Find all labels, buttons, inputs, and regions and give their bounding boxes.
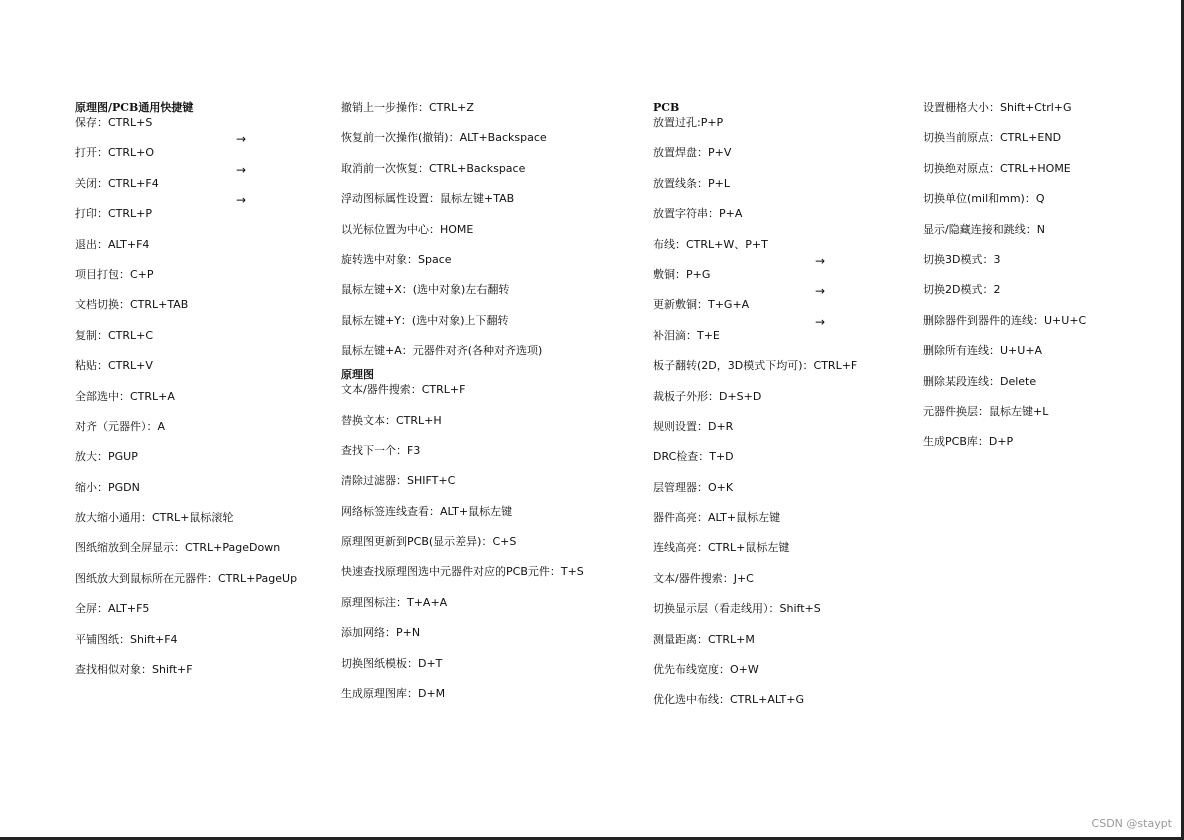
arrow-right-icon: → <box>815 254 826 268</box>
shortcut-item: 替换文本：CTRL+H <box>341 413 442 427</box>
shortcut-item: 板子翻转(2D，3D模式下均可)：CTRL+F <box>653 359 858 373</box>
shortcut-item: 恢复前一次操作(撤销)：ALT+Backspace <box>341 131 547 145</box>
shortcut-item: 关闭：CTRL+F4 <box>75 176 159 190</box>
shortcut-item: 查找相似对象：Shift+F <box>75 663 193 677</box>
shortcut-item: 文本/器件搜索：J+C <box>653 571 754 585</box>
shortcut-item: 鼠标左键+A：元器件对齐(各种对齐选项) <box>341 344 543 358</box>
shortcut-item: 补泪滴：T+E <box>653 328 720 342</box>
shortcut-item: 敷铜：P+G <box>653 267 711 281</box>
arrow-right-icon: → <box>815 284 826 298</box>
shortcut-item: 打印：CTRL+P <box>75 207 153 221</box>
shortcut-item: 网络标签连线查看：ALT+鼠标左键 <box>341 504 513 518</box>
shortcut-item: 放置焊盘：P+V <box>653 146 732 160</box>
shortcut-item: 连线高亮：CTRL+鼠标左键 <box>653 541 790 555</box>
shortcut-item: 打开：CTRL+O <box>75 146 155 160</box>
shortcut-item: 元器件换层：鼠标左键+L <box>923 404 1049 418</box>
arrow-right-icon: → <box>236 193 247 207</box>
arrow-right-icon: → <box>236 163 247 177</box>
shortcut-item: 放大缩小通用：CTRL+鼠标滚轮 <box>75 511 234 525</box>
section-title-general: 原理图/PCB通用快捷键 <box>75 101 194 114</box>
section-title-pcb: PCB <box>653 101 680 114</box>
shortcut-item: 旋转选中对象：Space <box>341 252 452 266</box>
shortcut-item: 撤销上一步操作：CTRL+Z <box>341 101 474 114</box>
shortcut-item: 退出：ALT+F4 <box>75 237 150 251</box>
column-pcb <box>653 101 913 724</box>
shortcut-item: 删除某段连线：Delete <box>923 374 1037 388</box>
shortcut-item: 生成原理图库：D+M <box>341 687 446 701</box>
shortcut-item: 对齐（元器件）：A <box>75 419 166 433</box>
shortcut-item: 清除过滤器：SHIFT+C <box>341 474 456 488</box>
shortcut-item: 快速查找原理图选中元器件对应的PCB元件：T+S <box>341 565 584 579</box>
shortcut-item: 放置字符串：P+A <box>653 207 743 221</box>
column-edit-and-schematic <box>341 101 641 717</box>
shortcut-item: 优化选中布线：CTRL+ALT+G <box>653 693 804 707</box>
shortcut-item: 切换显示层（看走线用）：Shift+S <box>653 602 821 616</box>
watermark: CSDN @staypt <box>1091 817 1172 830</box>
shortcut-item: 图纸放大到鼠标所在元器件：CTRL+PageUp <box>75 571 298 585</box>
shortcut-item: 以光标位置为中心：HOME <box>341 222 474 236</box>
shortcut-item: 切换当前原点：CTRL+END <box>923 131 1062 145</box>
shortcut-item: 布线：CTRL+W、P+T <box>653 237 768 251</box>
shortcut-item: 生成PCB库：D+P <box>923 435 1014 449</box>
shortcut-item: 全部选中：CTRL+A <box>75 389 175 403</box>
shortcut-item: 文本/器件搜索：CTRL+F <box>341 383 466 397</box>
shortcut-item: 规则设置：D+R <box>653 419 734 433</box>
shortcut-item: 原理图更新到PCB(显示差异)：C+S <box>341 535 517 549</box>
shortcut-item: 项目打包：C+P <box>75 267 154 281</box>
section-title-schematic: 原理图 <box>341 368 374 382</box>
shortcut-item: DRC检查：T+D <box>653 450 734 464</box>
arrow-right-icon: → <box>236 132 247 146</box>
arrow-right-icon: → <box>815 315 826 329</box>
shortcut-item: 切换3D模式：3 <box>923 252 1001 266</box>
shortcut-item: 粘贴：CTRL+V <box>75 359 153 373</box>
shortcut-item: 放大：PGUP <box>75 450 138 464</box>
shortcut-item: 设置栅格大小：Shift+Ctrl+G <box>923 101 1072 114</box>
shortcut-item: 删除器件到器件的连线：U+U+C <box>923 313 1087 327</box>
column-general-shortcuts <box>75 101 365 693</box>
shortcut-item: 优先布线宽度：O+W <box>653 663 759 677</box>
shortcut-item: 保存：CTRL+S <box>75 116 153 129</box>
shortcut-item: 显示/隐藏连接和跳线：N <box>923 222 1045 236</box>
shortcut-item: 删除所有连线：U+U+A <box>923 344 1043 358</box>
shortcut-item: 切换2D模式：2 <box>923 283 1001 297</box>
shortcut-item: 鼠标左键+X：(选中对象)左右翻转 <box>341 283 510 297</box>
shortcut-item: 鼠标左键+Y：(选中对象)上下翻转 <box>341 313 509 327</box>
shortcut-item: 平铺图纸：Shift+F4 <box>75 632 178 646</box>
shortcut-item: 放置过孔:P+P <box>653 116 724 129</box>
shortcut-item: 器件高亮：ALT+鼠标左键 <box>653 511 781 525</box>
shortcut-item: 添加网络：P+N <box>341 626 421 640</box>
column-pcb-continued <box>923 101 1178 466</box>
shortcut-item: 裁板子外形：D+S+D <box>653 389 762 403</box>
shortcut-item: 取消前一次恢复：CTRL+Backspace <box>341 161 526 175</box>
shortcut-item: 层管理器：O+K <box>653 480 734 494</box>
shortcut-item: 切换图纸模板：D+T <box>341 656 443 670</box>
shortcut-item: 切换单位(mil和mm)：Q <box>923 192 1045 206</box>
shortcut-item: 浮动图标属性设置：鼠标左键+TAB <box>341 192 515 206</box>
shortcut-item: 缩小：PGDN <box>75 480 140 494</box>
shortcut-item: 查找下一个：F3 <box>341 443 421 457</box>
shortcut-item: 更新敷铜：T+G+A <box>653 298 750 312</box>
shortcut-item: 全屏：ALT+F5 <box>75 602 150 616</box>
shortcut-item: 原理图标注：T+A+A <box>341 595 448 609</box>
shortcut-item: 文档切换：CTRL+TAB <box>75 298 189 312</box>
shortcut-item: 复制：CTRL+C <box>75 328 154 342</box>
shortcut-item: 测量距离：CTRL+M <box>653 632 755 646</box>
shortcut-item: 放置线条：P+L <box>653 176 730 190</box>
shortcut-item: 切换绝对原点：CTRL+HOME <box>923 161 1071 175</box>
shortcut-item: 图纸缩放到全屏显示：CTRL+PageDown <box>75 541 281 555</box>
